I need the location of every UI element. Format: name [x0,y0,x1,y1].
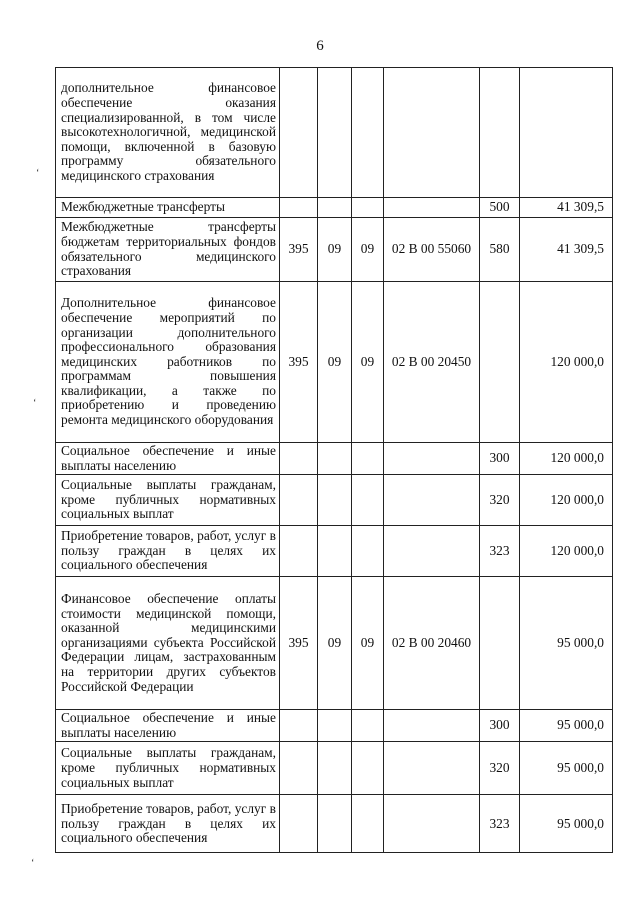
target-article-cell [384,710,480,742]
section-cell: 09 [318,218,352,282]
item-name: Социальные выплаты гражданам, кроме публичных нормативных социальных выплат [56,742,280,795]
item-name: Приобретение товаров, работ, услуг в пользу граждан в целях их социального обеспечения [56,795,280,853]
table-row [56,577,613,710]
table-row [56,795,613,853]
expense-type-cell [480,282,520,443]
table-row [56,742,613,795]
expense-type-cell [480,577,520,710]
target-article-cell [384,68,480,198]
expense-type-cell: 320 [480,475,520,526]
expense-type-cell [480,68,520,198]
target-article-cell [384,526,480,577]
budget-table [55,67,613,853]
target-article-cell: 02 В 00 20460 [384,577,480,710]
subsection-cell [352,526,384,577]
amount-cell: 120 000,0 [520,443,613,475]
table-row [56,443,613,475]
item-name: Финансовое обеспечение оплаты стоимости медицинской помощи, оказанной медицинскими организациями субъекта Российской Федерации лицам, застрахованным на территории других субъектов Российской Федерации [56,577,280,710]
subsection-cell [352,68,384,198]
section-cell [318,68,352,198]
section-cell [318,526,352,577]
expense-type-cell: 323 [480,526,520,577]
subsection-cell [352,443,384,475]
scan-mark: ‘ [36,168,40,179]
section-cell: 09 [318,577,352,710]
expense-type-cell: 323 [480,795,520,853]
grbs-cell [280,742,318,795]
section-cell: 09 [318,282,352,443]
amount-cell: 95 000,0 [520,710,613,742]
item-name: Социальное обеспечение и иные выплаты населению [56,710,280,742]
table-row [56,68,613,198]
item-name: Социальное обеспечение и иные выплаты населению [56,443,280,475]
target-article-cell [384,198,480,218]
scan-mark: ‘ [31,858,35,869]
amount-cell: 120 000,0 [520,475,613,526]
target-article-cell [384,443,480,475]
expense-type-cell: 320 [480,742,520,795]
amount-cell: 95 000,0 [520,742,613,795]
grbs-cell: 395 [280,282,318,443]
expense-type-cell: 500 [480,198,520,218]
section-cell [318,475,352,526]
amount-cell [520,68,613,198]
item-name: Межбюджетные трансферты [56,198,280,218]
table-row [56,710,613,742]
subsection-cell: 09 [352,577,384,710]
target-article-cell: 02 В 00 20450 [384,282,480,443]
subsection-cell [352,795,384,853]
subsection-cell [352,710,384,742]
subsection-cell [352,475,384,526]
grbs-cell [280,475,318,526]
target-article-cell [384,475,480,526]
item-name: Приобретение товаров, работ, услуг в пользу граждан в целях их социального обеспечения [56,526,280,577]
subsection-cell [352,198,384,218]
section-cell [318,742,352,795]
table-row [56,218,613,282]
section-cell [318,795,352,853]
subsection-cell: 09 [352,218,384,282]
subsection-cell: 09 [352,282,384,443]
expense-type-cell: 580 [480,218,520,282]
grbs-cell [280,443,318,475]
item-name: Межбюджетные трансферты бюджетам территориальных фондов обязательного медицинского страхования [56,218,280,282]
page-number: 6 [316,38,324,54]
grbs-cell [280,526,318,577]
grbs-cell [280,795,318,853]
section-cell [318,443,352,475]
table-row [56,526,613,577]
amount-cell: 120 000,0 [520,526,613,577]
grbs-cell: 395 [280,218,318,282]
grbs-cell [280,710,318,742]
amount-cell: 95 000,0 [520,795,613,853]
target-article-cell [384,742,480,795]
item-name: Социальные выплаты гражданам, кроме публичных нормативных социальных выплат [56,475,280,526]
scan-mark: ‘ [33,398,37,409]
table-row [56,282,613,443]
item-name: дополнительное финансовое обеспечение оказания специализированной, в том числе высокотехнологичной, медицинской помощи, включенной в базовую программу обязательного медицинского страхования [56,68,280,198]
target-article-cell [384,795,480,853]
section-cell [318,710,352,742]
table-row [56,198,613,218]
table-row [56,475,613,526]
amount-cell: 95 000,0 [520,577,613,710]
grbs-cell: 395 [280,577,318,710]
grbs-cell [280,68,318,198]
amount-cell: 41 309,5 [520,198,613,218]
grbs-cell [280,198,318,218]
section-cell [318,198,352,218]
expense-type-cell: 300 [480,443,520,475]
expense-type-cell: 300 [480,710,520,742]
target-article-cell: 02 В 00 55060 [384,218,480,282]
subsection-cell [352,742,384,795]
amount-cell: 120 000,0 [520,282,613,443]
item-name: Дополнительное финансовое обеспечение мероприятий по организации дополнительного профессионального образования медицинских работников по программам повышения квалификации, а также по приобретению и проведению ремонта медицинского оборудования [56,282,280,443]
amount-cell: 41 309,5 [520,218,613,282]
